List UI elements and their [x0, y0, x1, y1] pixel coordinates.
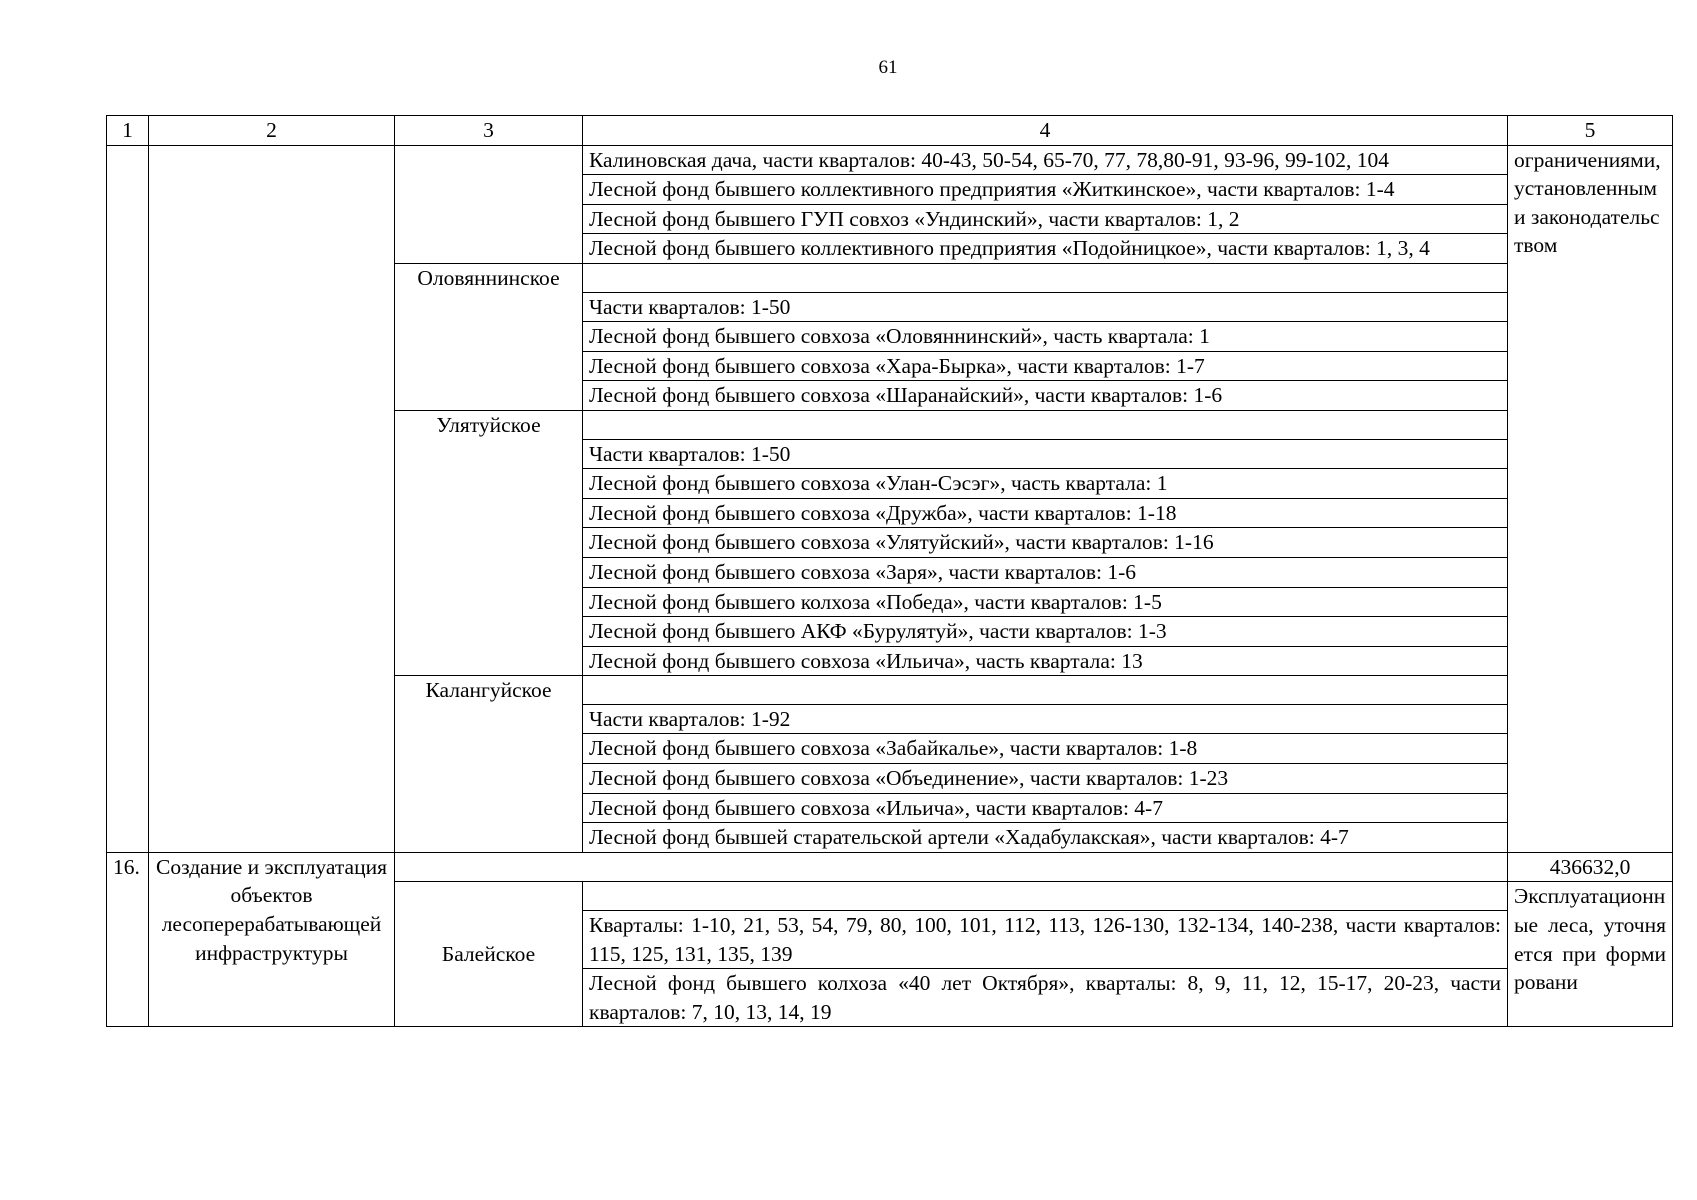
cell-location: Лесной фонд бывшего совхоза «Заря», части кварталов: 1-6: [583, 557, 1508, 587]
cell-location: [583, 263, 1508, 292]
cell-location: Лесной фонд бывшего совхоза «Оловяннинский», часть квартала: 1: [583, 322, 1508, 352]
cell-location: Лесной фонд бывшего совхоза «Улан-Сэсэг», часть квартала: 1: [583, 469, 1508, 499]
cell-location: Лесной фонд бывшего АКФ «Бурулятуй», части кварталов: 1-3: [583, 617, 1508, 647]
cell-location: Лесной фонд бывшего совхоза «Ильича», части кварталов: 4-7: [583, 793, 1508, 823]
cell-location: Лесной фонд бывшего совхоза «Хара-Бырка», части кварталов: 1-7: [583, 351, 1508, 381]
cell-location: [583, 676, 1508, 705]
cell-location: Части кварталов: 1-50: [583, 439, 1508, 469]
cell-location: Калиновская дача, части кварталов: 40-43, 50-54, 65-70, 77, 78,80-91, 93-96, 99-102, 104: [583, 145, 1508, 175]
header-row: [107, 116, 1673, 146]
cell-location: Лесной фонд бывшего совхоза «Улятуйский», части кварталов: 1-16: [583, 528, 1508, 558]
table-row-item16: [107, 852, 1673, 882]
cell-forestry-empty: [395, 145, 583, 263]
header-cell-2: 2: [149, 116, 395, 146]
cell-location: Лесной фонд бывшей старательской артели «Хадабулакская», части кварталов: 4-7: [583, 823, 1508, 853]
cell-item-total-label: [395, 852, 1508, 882]
cell-item-total: 436632,0: [1508, 852, 1673, 882]
cell-location: Лесной фонд бывшего коллективного предприятия «Подойницкое», части кварталов: 1, 3, 4: [583, 234, 1508, 264]
cell-item-purpose: Создание и эксплуатация объектов лесоперерабатывающей инфраструктуры: [149, 852, 395, 1027]
page-number: 61: [878, 57, 898, 78]
cell-purpose-empty: [149, 145, 395, 852]
cell-location: Кварталы: 1-10, 21, 53, 54, 79, 80, 100, 101, 112, 113, 126-130, 132-134, 140-238, части кварталов: 115, 125, 131, 135, 139: [583, 911, 1508, 969]
cell-forestry-name: Улятуйское: [395, 410, 583, 675]
cell-location: Лесной фонд бывшего коллективного предприятия «Житкинское», части кварталов: 1-4: [583, 175, 1508, 205]
header-cell-5: 5: [1508, 116, 1673, 146]
table-row: [107, 145, 1673, 175]
cell-forestry-name: Калангуйское: [395, 676, 583, 853]
header-cell-1: 1: [107, 116, 149, 146]
header-cell-4: 4: [583, 116, 1508, 146]
forest-table: [106, 115, 1673, 1027]
cell-location: Лесной фонд бывшего совхоза «Забайкалье», части кварталов: 1-8: [583, 734, 1508, 764]
cell-location: Лесной фонд бывшего совхоза «Объединение», части кварталов: 1-23: [583, 764, 1508, 794]
cell-number-empty: [107, 145, 149, 852]
cell-location: Части кварталов: 1-92: [583, 704, 1508, 734]
cell-location: Лесной фонд бывшего ГУП совхоз «Ундинский», части кварталов: 1, 2: [583, 204, 1508, 234]
cell-location: Части кварталов: 1-50: [583, 292, 1508, 322]
cell-location: [583, 882, 1508, 911]
cell-note: ограничениями, установленными законодательством: [1508, 145, 1673, 852]
cell-location: Лесной фонд бывшего колхоза «40 лет Октября», кварталы: 8, 9, 11, 12, 15-17, 20-23, части кварталов: 7, 10, 13, 14, 19: [583, 969, 1508, 1027]
cell-forestry-name: Оловяннинское: [395, 263, 583, 410]
cell-item-number: 16.: [107, 852, 149, 1027]
header-cell-3: 3: [395, 116, 583, 146]
cell-item-forestry: Балейское: [395, 882, 583, 1027]
cell-location: [583, 410, 1508, 439]
cell-location: Лесной фонд бывшего совхоза «Ильича», часть квартала: 13: [583, 646, 1508, 676]
cell-location: Лесной фонд бывшего совхоза «Дружба», части кварталов: 1-18: [583, 498, 1508, 528]
cell-location: Лесной фонд бывшего совхоза «Шаранайский», части кварталов: 1-6: [583, 381, 1508, 411]
cell-location: Лесной фонд бывшего колхоза «Победа», части кварталов: 1-5: [583, 587, 1508, 617]
cell-item-note: Эксплуатационные леса, уточняется при формировани: [1508, 882, 1673, 1027]
